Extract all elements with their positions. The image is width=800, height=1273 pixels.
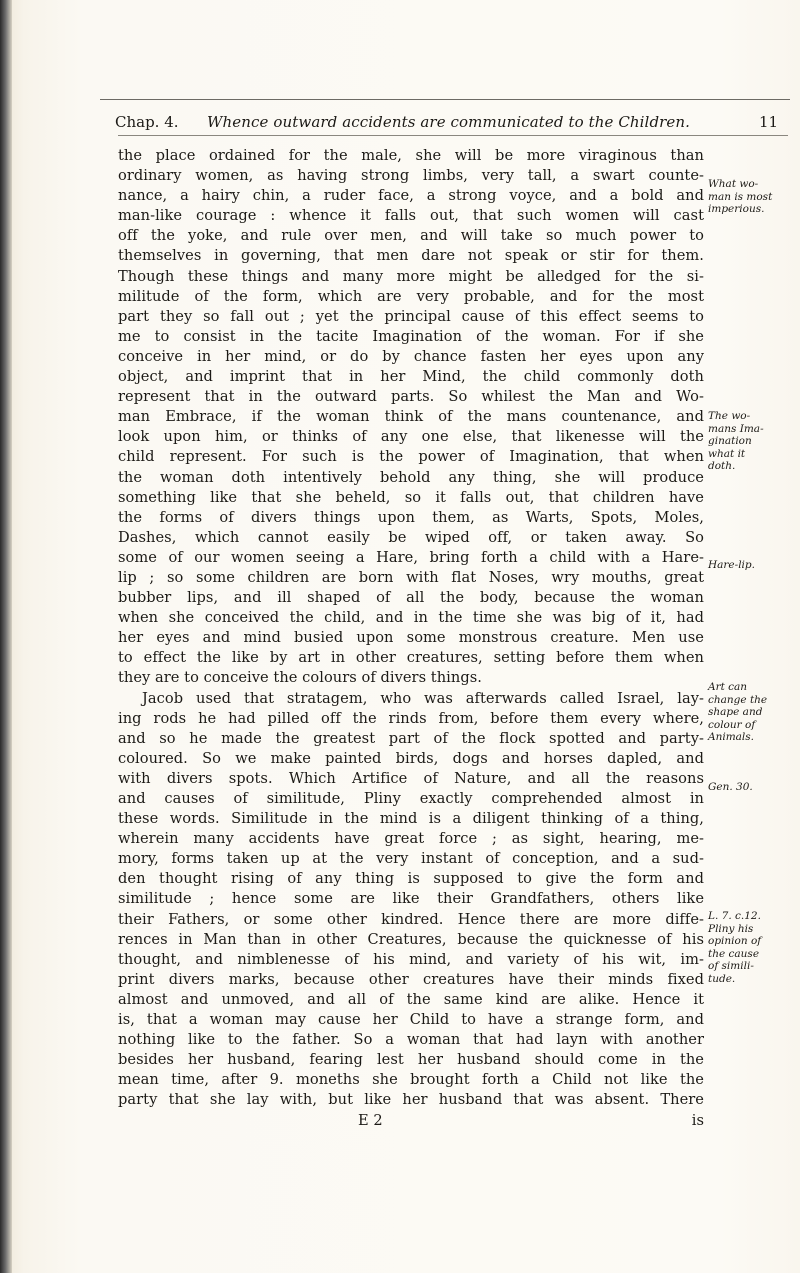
text-line: similitude ; hence some are like their Grandfathers, others like — [118, 890, 704, 908]
text-line: object, and imprint that in her Mind, the child commonly doth — [118, 368, 704, 386]
margin-note-line: Pliny his — [708, 922, 754, 935]
margin-note — [708, 559, 788, 572]
text-line: mory, forms taken up at the very instant of conception, and a sud- — [118, 850, 704, 868]
text-line: nance, a hairy chin, a ruder face, a strong voyce, and a bold and — [118, 187, 704, 205]
text-line: lip ; so some children are born with flat Noses, wry mouths, great — [118, 568, 704, 586]
margin-note-line: shape and — [708, 706, 763, 718]
text-line: ing rods he had pilled off the rinds from, before them every where, — [118, 709, 704, 727]
text-line: militude of the form, which are very probable, and for the most — [118, 287, 704, 305]
running-title: Whence outward accidents are communicated to the Children. — [207, 113, 691, 131]
margin-note-line: gination — [708, 435, 752, 447]
book-spine-shadow — [0, 0, 12, 1273]
text-line: party that she lay with, but like her husband that was absent. There — [118, 1091, 704, 1109]
margin-note-line: L. 7. c.12. — [708, 910, 761, 922]
margin-note-line: tude. — [708, 972, 736, 985]
text-line: Dashes, which cannot easily be wiped off, or taken away. So — [118, 528, 704, 546]
margin-note-line: The wo- — [708, 410, 751, 422]
text-line: mean time, after 9. moneths she brought forth a Child not like the — [118, 1071, 704, 1089]
text-line: off the yoke, and rule over men, and will take so much power to — [118, 227, 704, 245]
margin-note-line: change the — [708, 693, 768, 706]
text-line: bubber lips, and ill shaped of all the body, because the woman — [118, 589, 704, 607]
catchword: is — [691, 1111, 704, 1129]
text-line: and causes of similitude, Pliny exactly comprehended almost in — [118, 790, 704, 807]
text-line: the woman doth intentively behold any thing, she will produce — [118, 468, 704, 486]
margin-note-line: Hare-lip. — [708, 559, 755, 571]
margin-note-line: opinion of — [708, 935, 762, 947]
text-line: represent that in the outward parts. So whilest the Man and Wo- — [118, 388, 704, 406]
footer-row — [118, 1111, 704, 1131]
text-line: their Fathers, or some other kindred. Hence there are more diffe- — [118, 910, 704, 928]
text-line: some of our women seeing a Hare, bring forth a child with a Hare- — [118, 548, 704, 566]
text-line: coloured. So we make painted birds, dogs and horses dapled, and — [118, 749, 704, 767]
body-text — [118, 146, 704, 1131]
text-line: part they so fall out ; yet the principal cause of this effect seems to — [118, 307, 704, 325]
text-line: with divers spots. Which Artifice of Nature, and all the reasons — [118, 769, 704, 787]
text-line: child represent. For such is the power of Imagination, that when — [118, 448, 704, 466]
text-line: nothing like to the father. So a woman that had layn with another — [118, 1031, 704, 1049]
top-rule — [100, 99, 790, 100]
text-line: when she conceived the child, and in the time she was big of it, had — [118, 609, 704, 627]
text-line: something like that she beheld, so it falls out, that children have — [118, 488, 704, 506]
text-line: print divers marks, because other creatures have their minds fixed — [118, 970, 704, 988]
text-line: thought, and nimblenesse of his mind, and variety of his wit, im- — [118, 950, 704, 968]
margin-note-line: imperious. — [708, 203, 765, 215]
margin-note-line: colour of — [708, 718, 756, 731]
text-line: almost and unmoved, and all of the same kind are alike. Hence it — [118, 990, 704, 1008]
margin-note-line: mans Ima- — [708, 422, 764, 435]
text-line: these words. Similitude in the mind is a diligent thinking of a thing, — [118, 810, 704, 828]
text-line: besides her husband, fearing lest her husband should come in the — [118, 1051, 704, 1069]
text-line: me to consist in the tacite Imagination of the woman. For if she — [118, 327, 704, 345]
margin-note-line: What wo- — [708, 178, 759, 190]
margin-note-line: Animals. — [708, 731, 755, 743]
text-line: rences in Man than in other Creatures, because the quicknesse of his — [118, 930, 704, 948]
margin-note-line: the cause — [708, 947, 760, 960]
text-line: look upon him, or thinks of any one else, that likenesse will the — [118, 428, 704, 446]
page-number: 11 — [759, 113, 779, 131]
signature-mark: E 2 — [358, 1111, 383, 1129]
margin-note — [708, 178, 788, 216]
text-line: to effect the like by art in other creatures, setting before them when — [118, 649, 704, 667]
margin-note — [708, 681, 788, 744]
header-rule — [118, 135, 788, 136]
text-line: den thought rising of any thing is supposed to give the form and — [118, 870, 704, 888]
text-line: man Embrace, if the woman think of the mans countenance, and — [118, 408, 704, 426]
text-line: her eyes and mind busied upon some monstrous creature. Men use — [118, 629, 704, 647]
text-line: Jacob used that stratagem, who was afterwards called Israel, lay- — [142, 689, 704, 707]
margin-note-line: what it — [708, 447, 746, 460]
margin-note-line: doth. — [708, 460, 736, 472]
text-line: wherein many accidents have great force ; as sight, hearing, me- — [118, 830, 704, 848]
text-line: man-like courage : whence it falls out, that such women will cast — [118, 207, 704, 225]
text-line: and so he made the greatest part of the flock spotted and party- — [118, 729, 704, 747]
text-line: themselves in governing, that men dare not speak or stir for them. — [118, 247, 704, 265]
margin-note — [708, 910, 788, 985]
margin-note-line: of simili- — [708, 960, 754, 972]
text-line: is, that a woman may cause her Child to have a strange form, and — [118, 1011, 704, 1029]
margin-note-line: man is most — [708, 190, 773, 203]
text-line: Though these things and many more might be alledged for the si- — [118, 267, 704, 285]
text-line: the forms of divers things upon them, as Warts, Spots, Moles, — [118, 508, 704, 526]
text-line: they are to conceive the colours of divers things. — [118, 669, 482, 687]
margin-note — [708, 410, 788, 473]
margin-note — [708, 781, 788, 794]
margin-note-line: Gen. 30. — [708, 781, 753, 793]
text-line: ordinary women, as having strong limbs, very tall, a swart counte- — [118, 167, 704, 185]
margin-note-line: Art can — [708, 681, 748, 693]
text-line: the place ordained for the male, she will be more viraginous than — [118, 147, 704, 164]
text-line: conceive in her mind, or do by chance fasten her eyes upon any — [118, 347, 704, 365]
chapter-label: Chap. 4. — [115, 113, 179, 131]
